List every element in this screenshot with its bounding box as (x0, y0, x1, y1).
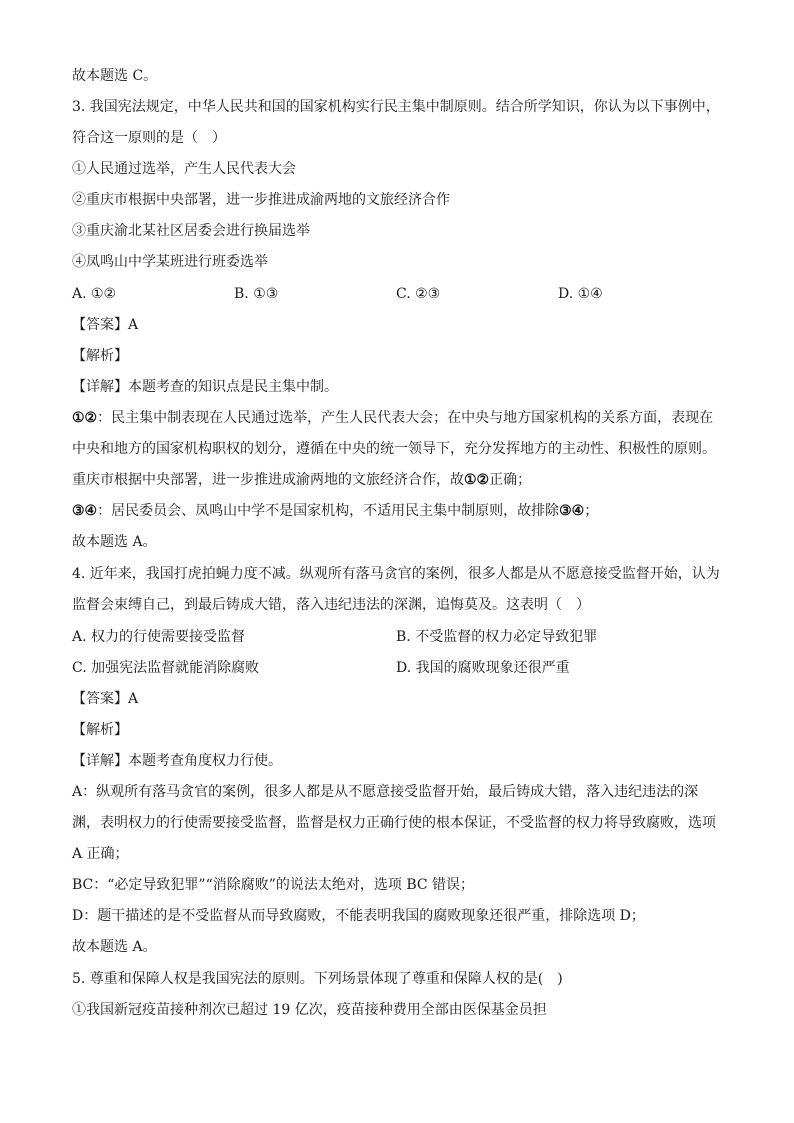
bold-marker: ③④ (72, 503, 98, 519)
explanation-text: ：民主集中制表现在人民通过选举，产生人民代表大会；在中央与地方国家机构的关系方面，表现在 (97, 410, 714, 426)
analysis-label: 【解析】 (72, 722, 128, 738)
q3-option-a: A. ①② (72, 286, 117, 302)
explanation-line (72, 470, 531, 490)
question-4-stem-cont: 监督会束缚自己，到最后铸成大错，落入违纪违法的深渊，追悔莫及。这表明（ ） (72, 597, 590, 613)
explanation-line: 中央和地方的国家机构职权的划分，遵循在中央的统一领导下，充分发挥地方的主动性、积极性的原则。 (72, 441, 716, 457)
explanation-text: ； (584, 503, 599, 519)
analysis-label: 【解析】 (72, 348, 128, 364)
question-5-stem: 5. 尊重和保障人权是我国宪法的原则。下列场景体现了尊重和保障人权的是( ) (72, 971, 563, 987)
explanation-line: A 正确； (72, 846, 129, 862)
question-3-stem-cont: 符合这一原则的是（ ） (72, 130, 226, 146)
statement-1: ①人民通过选举，产生人民代表大会 (72, 161, 296, 177)
question-4-stem: 4. 近年来，我国打虎拍蝇力度不减。纵观所有落马贪官的案例，很多人都是从不愿意接受监督开始，认为 (72, 566, 720, 582)
detail-line: 【详解】本题考查角度权力行使。 (72, 753, 282, 769)
q4-option-c: C. 加强宪法监督就能消除腐败 (72, 660, 260, 676)
explanation-line: BC：“必定导致犯罪”“消除腐败”的说法太绝对，选项 BC 错误； (72, 877, 475, 893)
statement-4: ④凤鸣山中学某班进行班委选举 (72, 254, 268, 270)
explanation-line: A：纵观所有落马贪官的案例，很多人都是从不愿意接受监督开始，最后铸成大错，落入违纪违法的深 (72, 784, 699, 800)
detail-line: 【详解】本题考查的知识点是民主集中制。 (72, 379, 338, 395)
q4-option-b: B. 不受监督的权力必定导致犯罪 (396, 629, 598, 645)
explanation-line: 渊，表明权力的行使需要接受监督，监督是权力正确行使的根本保证，不受监督的权力将导致腐败，选项 (72, 815, 716, 831)
q3-option-d: D. ①④ (558, 286, 603, 302)
explanation-line (72, 408, 713, 428)
q4-option-d: D. 我国的腐败现象还很严重 (396, 660, 570, 676)
answer-label: 【答案】A (72, 691, 139, 707)
bold-marker: ③④ (559, 503, 585, 519)
q3-option-c: C. ②③ (396, 286, 441, 302)
bold-marker: ①② (72, 410, 98, 426)
q4-option-a: A. 权力的行使需要接受监督 (72, 629, 246, 645)
bold-marker: ①② (464, 472, 490, 488)
conclusion-line: 故本题选 A。 (72, 534, 157, 550)
conclusion-line: 故本题选 A。 (72, 939, 157, 955)
statement-3: ③重庆渝北某社区居委会进行换届选举 (72, 223, 310, 239)
statement-1: ①我国新冠疫苗接种剂次已超过 19 亿次，疫苗接种费用全部由医保基金员担 (72, 1002, 547, 1018)
text-line: 故本题选 C。 (72, 68, 158, 84)
explanation-text: 正确； (489, 472, 532, 488)
explanation-text: ：居民委员会、凤鸣山中学不是国家机构，不适用民主集中制原则，故排除 (97, 503, 560, 519)
explanation-line (72, 501, 598, 521)
explanation-text: 重庆市根据中央部署，进一步推进成渝两地的文旅经济合作，故 (72, 472, 464, 488)
answer-label: 【答案】A (72, 317, 139, 333)
question-3-stem: 3. 我国宪法规定，中华人民共和国的国家机构实行民主集中制原则。结合所学知识，你认为以下事例中， (72, 99, 720, 115)
q3-option-b: B. ①③ (234, 286, 279, 302)
explanation-line: D：题干描述的是不受监督从而导致腐败，不能表明我国的腐败现象还很严重，排除选项 D； (72, 908, 645, 924)
statement-2: ②重庆市根据中央部署，进一步推进成渝两地的文旅经济合作 (72, 192, 450, 208)
